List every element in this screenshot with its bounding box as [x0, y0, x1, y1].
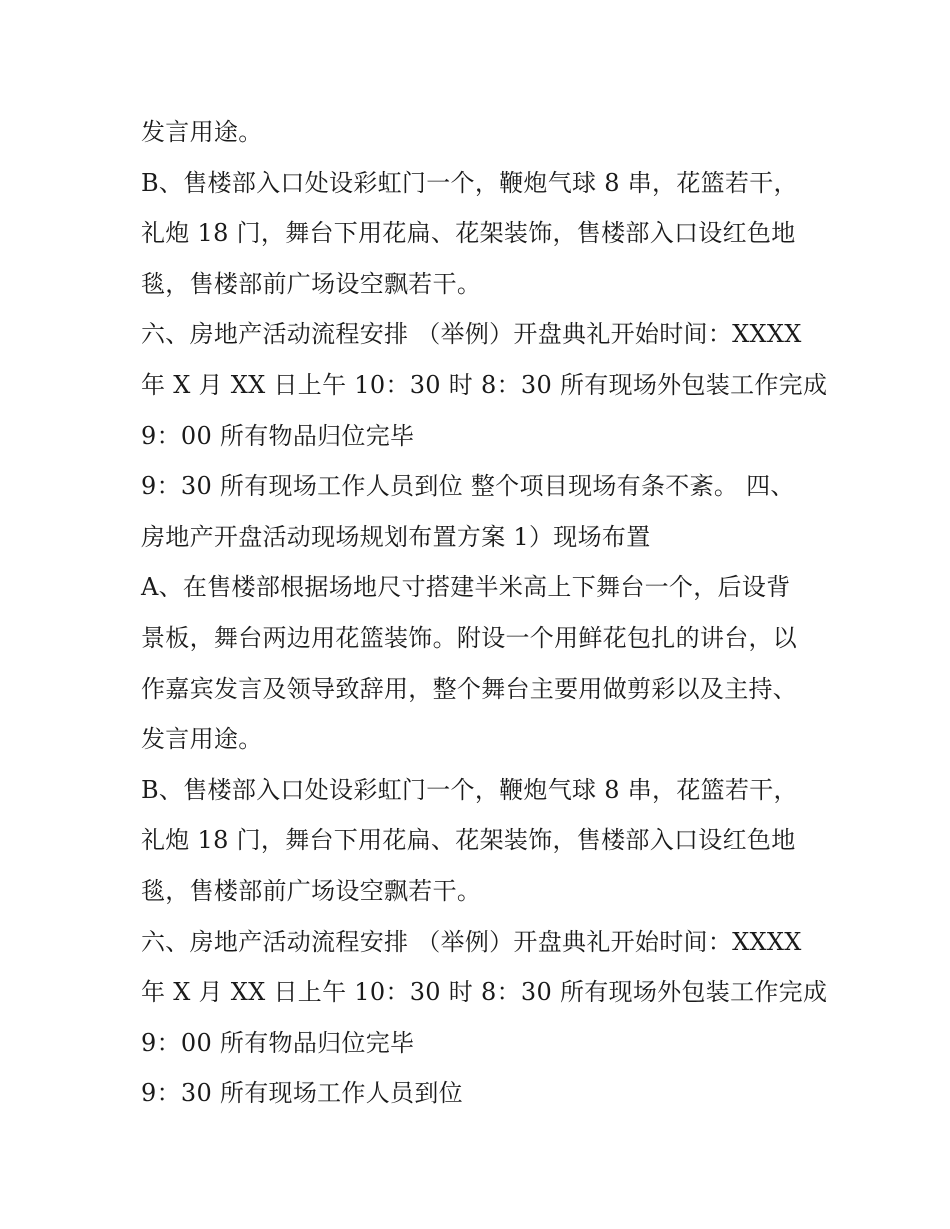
text-line: 发言用途。 [141, 118, 263, 146]
text-line: 年 X 月 XX 日上午 10：30 时 8：30 所有现场外包装工作完成 [141, 978, 828, 1007]
body-text [141, 107, 841, 1119]
text-line: 毯，售楼部前广场设空飘若干。 [141, 269, 482, 298]
text-line: 六、房地产活动流程安排 （举例）开盘典礼开始时间：XXXX [141, 927, 802, 956]
text-line: 毯，售楼部前广场设空飘若干。 [141, 876, 482, 905]
text-line: 9：00 所有物品归位完毕 [141, 1028, 415, 1057]
text-line: 9：00 所有物品归位完毕 [141, 421, 415, 450]
text-line: A、在售楼部根据场地尺寸搭建半米高上下舞台一个，后设背 [141, 573, 791, 602]
text-line: 房地产开盘活动现场规划布置方案 1）现场布置 [141, 522, 651, 551]
text-line: 年 X 月 XX 日上午 10：30 时 8：30 所有现场外包装工作完成 [141, 370, 828, 399]
text-line: B、售楼部入口处设彩虹门一个，鞭炮气球 8 串，花篮若干， [141, 168, 798, 197]
text-line: 作嘉宾发言及领导致辞用，整个舞台主要用做剪彩以及主持、 [141, 674, 798, 703]
text-line: 9：30 所有现场工作人员到位 [141, 1079, 463, 1108]
text-line: 礼炮 18 门，舞台下用花扁、花架装饰，售楼部入口设红色地 [141, 219, 796, 248]
text-line: 景板，舞台两边用花篮装饰。附设一个用鲜花包扎的讲台，以 [141, 623, 798, 652]
text-line: 发言用途。 [141, 725, 263, 754]
text-line: 六、房地产活动流程安排 （举例）开盘典礼开始时间：XXXX [141, 320, 802, 349]
text-line: B、售楼部入口处设彩虹门一个，鞭炮气球 8 串，花篮若干， [141, 775, 798, 804]
text-line: 礼炮 18 门，舞台下用花扁、花架装饰，售楼部入口设红色地 [141, 826, 796, 855]
text-line: 9：30 所有现场工作人员到位 整个项目现场有条不紊。 四、 [141, 472, 795, 501]
